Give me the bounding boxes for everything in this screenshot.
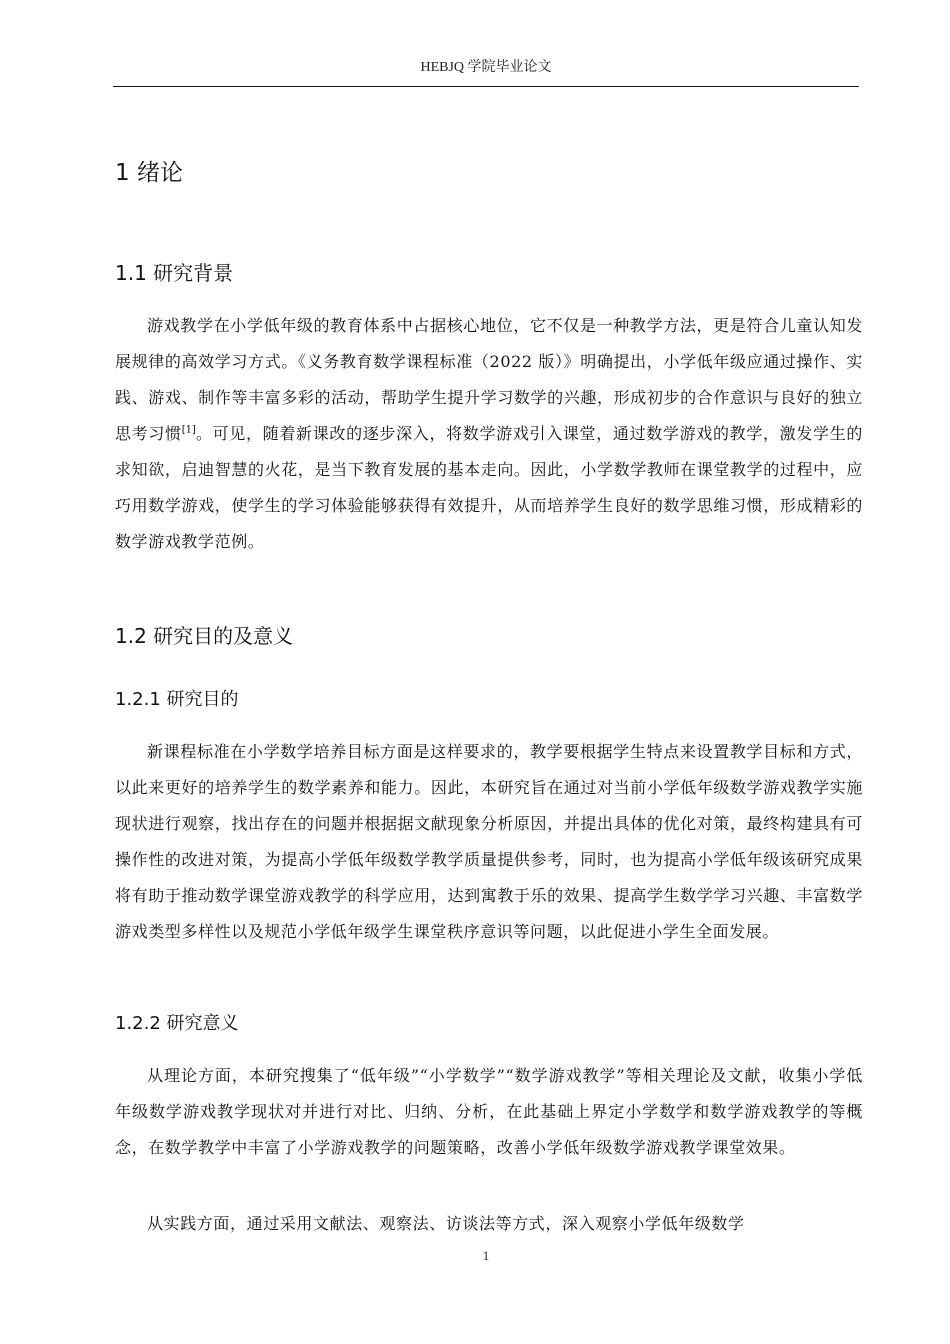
header-rule xyxy=(113,86,859,87)
paragraph-research-background xyxy=(115,308,863,560)
paragraph-research-purpose: 新课程标准在小学数学培养目标方面是这样要求的，教学要根据学生特点来设置教学目标和方式，以此来更好的培养学生的数学素养和能力。因此，本研究旨在通过对当前小学低年级数学游戏教学实施现状进行观察，找出存在的问题并根据据文献现象分析原因，并提出具体的优化对策，最终构建具有可操作性的改进对策，为提高小学低年级数学教学质量提供参考，同时，也为提高小学低年级该研究成果将有助于推动数学课堂游戏教学的科学应用，达到寓教于乐的效果、提高学生数学学习兴趣、丰富数学游戏类型多样性以及规范小学低年级学生课堂秩序意识等问题，以此促进小学生全面发展。 xyxy=(115,742,863,941)
section-title-purpose-and-significance: 1.2 研究目的及意义 xyxy=(115,624,294,648)
page-header: HEBJQ 学院毕业论文 xyxy=(420,60,552,75)
page-number: 1 xyxy=(482,1248,490,1263)
paragraph-theoretical-significance: 从理论方面，本研究搜集了“低年级”“小学数学”“数学游戏教学”等相关理论及文献，收集小学低年级数学游戏教学现状对并进行对比、归纳、分析，在此基础上界定小学数学和数学游戏教学的等概念，在数学教学中丰富了小学游戏教学的问题策略，改善小学低年级数学游戏教学课堂效果。 xyxy=(115,1066,863,1157)
paragraph-text: 游戏教学在小学低年级的教育体系中占据核心地位，它不仅是一种教学方法，更是符合儿童认知发展规律的高效学习方式。《义务教育数学课程标准（2022 版）》明确提出，小学低年级应通过操作、实践、游戏、制作等丰富多彩的活动，帮助学生提升学习数学的兴趣，形成初步的合作意识与良好的独立思考习惯 xyxy=(115,316,863,443)
paragraph-practical-significance: 从实践方面，通过采用文献法、观察法、访谈法等方式，深入观察小学低年级数学 xyxy=(147,1214,745,1233)
paragraph-text: 。可见，随着新课改的逐步深入，将数学游戏引入课堂，通过数学游戏的教学，激发学生的求知欲，启迪智慧的火花，是当下教育发展的基本走向。因此，小学数学教师在课堂教学的过程中，应巧用数学游戏，使学生的学习体验能够获得有效提升，从而培养学生良好的数学思维习惯，形成精彩的数学游戏教学范例。 xyxy=(115,424,863,551)
subsection-title-research-significance: 1.2.2 研究意义 xyxy=(115,1013,239,1034)
citation-marker: [1] xyxy=(181,424,196,436)
subsection-title-research-purpose: 1.2.1 研究目的 xyxy=(115,689,239,710)
chapter-title: 1 绪论 xyxy=(115,160,183,186)
section-title-research-background: 1.1 研究背景 xyxy=(115,261,234,285)
